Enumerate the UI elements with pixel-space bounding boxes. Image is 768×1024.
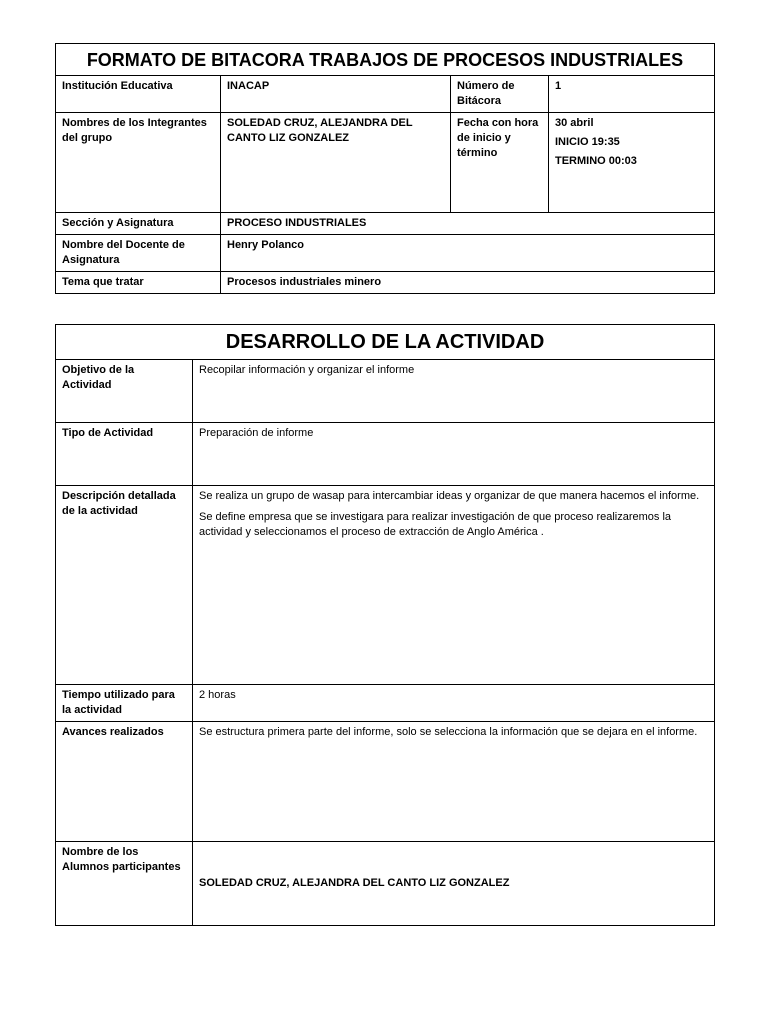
alumnos-value: SOLEDAD CRUZ, ALEJANDRA DEL CANTO LIZ GONZALEZ (193, 842, 715, 926)
descripcion-paragraph-2: Se define empresa que se investigara para realizar investigación de que proceso realizaremos la actividad y seleccionamos el proceso de extracción de Anglo América . (199, 511, 672, 538)
avances-label: Avances realizados (56, 722, 193, 842)
seccion-label: Sección y Asignatura (56, 213, 221, 235)
fecha-label: Fecha con hora de inicio y término (451, 113, 549, 213)
desarrollo-table (55, 324, 715, 926)
institucion-value: INACAP (221, 76, 451, 113)
tema-value: Procesos industriales minero (221, 272, 715, 294)
fecha-cell (549, 113, 715, 213)
objetivo-value: Recopilar información y organizar el informe (193, 360, 715, 423)
descripcion-cell (193, 486, 715, 685)
inicio-value: INICIO 19:35 (555, 136, 620, 148)
objetivo-label: Objetivo de la Actividad (56, 360, 193, 423)
avances-value: Se estructura primera parte del informe, solo se selecciona la información que se dejara en el informe. (193, 722, 715, 842)
tiempo-value: 2 horas (193, 685, 715, 722)
seccion-value: PROCESO INDUSTRIALES (221, 213, 715, 235)
numero-bitacora-value: 1 (549, 76, 715, 113)
numero-bitacora-label: Número de Bitácora (451, 76, 549, 113)
tema-label: Tema que tratar (56, 272, 221, 294)
docente-value: Henry Polanco (221, 235, 715, 272)
alumnos-label: Nombre de los Alumnos participantes (56, 842, 193, 926)
descripcion-label: Descripción detallada de la actividad (56, 486, 193, 685)
institucion-label: Institución Educativa (56, 76, 221, 113)
desarrollo-title: DESARROLLO DE LA ACTIVIDAD (56, 325, 715, 360)
descripcion-paragraph-1: Se realiza un grupo de wasap para intercambiar ideas y organizar de que manera hacemos el informe. (199, 490, 700, 502)
integrantes-value: SOLEDAD CRUZ, ALEJANDRA DEL CANTO LIZ GONZALEZ (221, 113, 451, 213)
fecha-value: 30 abril (555, 117, 594, 129)
docente-label: Nombre del Docente de Asignatura (56, 235, 221, 272)
tipo-label: Tipo de Actividad (56, 423, 193, 486)
integrantes-label: Nombres de los Integrantes del grupo (56, 113, 221, 213)
bitacora-header-table (55, 43, 715, 294)
tiempo-label: Tiempo utilizado para la actividad (56, 685, 193, 722)
tipo-value: Preparación de informe (193, 423, 715, 486)
form-title: FORMATO DE BITACORA TRABAJOS DE PROCESOS INDUSTRIALES (56, 44, 715, 76)
termino-value: TERMINO 00:03 (555, 155, 637, 167)
